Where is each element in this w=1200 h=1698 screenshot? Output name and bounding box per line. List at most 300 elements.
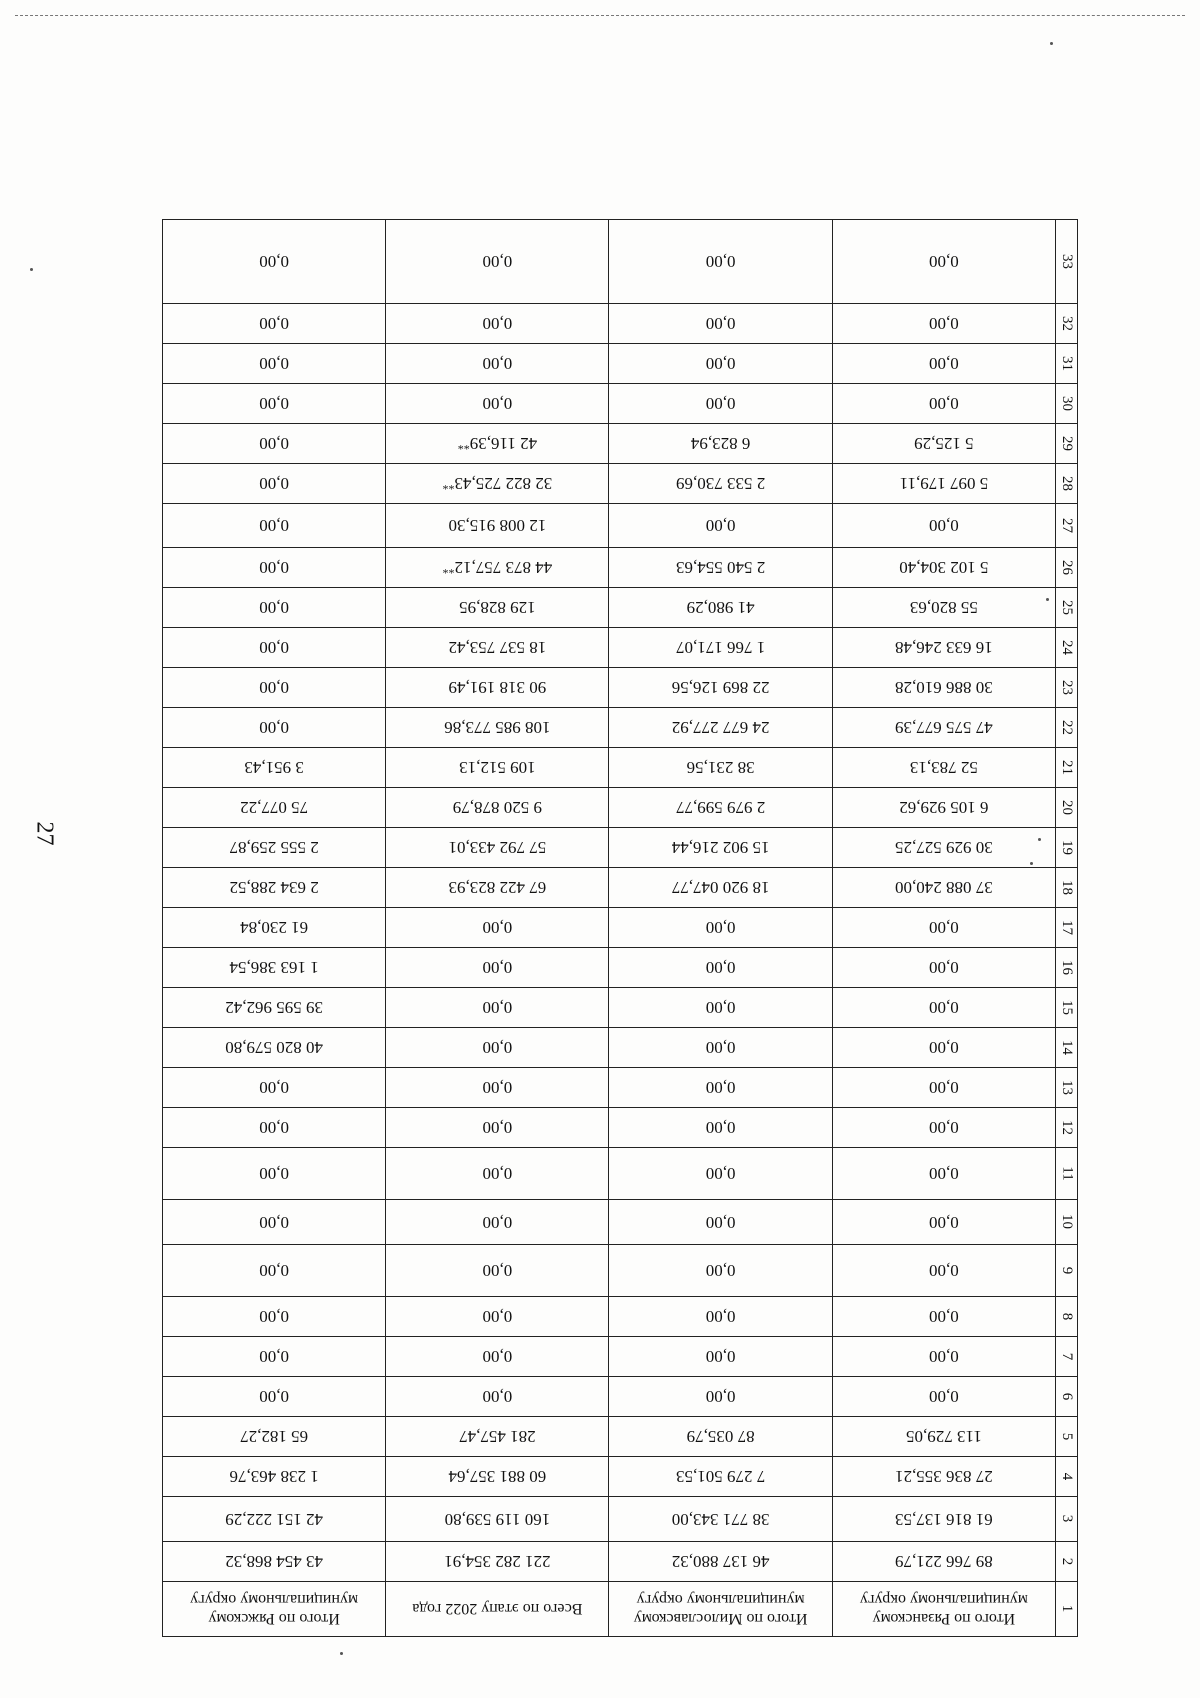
cell-value: 18 537 753,42 [448, 638, 547, 658]
table-row [163, 948, 1078, 988]
cell-value: 0,00 [929, 1038, 959, 1058]
table-cell [832, 908, 1055, 948]
row-number-label: 13 [1059, 1080, 1075, 1095]
table-row [163, 344, 1078, 384]
table-cell [832, 1108, 1055, 1148]
table-cell [163, 1497, 386, 1542]
footnote-mark: ** [442, 563, 455, 578]
cell-value: 0,00 [929, 394, 959, 414]
column-header-label: Итого по Ряжскому муниципальному округу [190, 1591, 359, 1627]
table-row [163, 988, 1078, 1028]
table-cell [163, 628, 386, 668]
row-number [1056, 1148, 1078, 1200]
row-number-label: 21 [1059, 760, 1075, 775]
table-cell [386, 424, 609, 464]
cell-value: 39 595 962,42 [225, 998, 323, 1018]
cell-value: 0,00 [929, 998, 959, 1018]
cell-value: 0,00 [259, 678, 289, 698]
table-row [163, 424, 1078, 464]
row-number-label: 4 [1059, 1472, 1075, 1481]
table-cell [609, 1377, 832, 1417]
table-cell [609, 908, 832, 948]
table-cell [832, 588, 1055, 628]
cell-value: 0,00 [705, 1261, 736, 1281]
scan-speck [1050, 42, 1053, 45]
table-cell [386, 748, 609, 788]
row-number-label: 5 [1059, 1432, 1075, 1441]
table-cell [832, 1200, 1055, 1245]
cell-value: 281 457,47 [459, 1427, 536, 1447]
table-cell [386, 1337, 609, 1377]
cell-value: 0,00 [259, 1213, 289, 1232]
table-cell [609, 1028, 832, 1068]
cell-value: 61 816 137,53 [895, 1510, 993, 1529]
table-cell [609, 748, 832, 788]
cell-value: 42 151 222,29 [225, 1510, 323, 1529]
table-cell [386, 304, 609, 344]
cell-value: 0,00 [929, 958, 959, 978]
table-cell [386, 628, 609, 668]
table-cell [609, 1542, 832, 1582]
row-number-label: 24 [1059, 640, 1075, 655]
table-row [163, 1200, 1078, 1245]
row-number [1056, 504, 1078, 548]
cell-value: 0,00 [482, 394, 513, 414]
table-cell [386, 1457, 609, 1497]
table-cell [163, 1068, 386, 1108]
table-cell [163, 384, 386, 424]
table-cell [832, 668, 1055, 708]
table-cell [609, 708, 832, 748]
cell-value: 18 920 047,77 [671, 878, 770, 898]
table-cell [163, 708, 386, 748]
table-cell [386, 828, 609, 868]
footnote-mark: ** [457, 439, 470, 454]
row-number [1056, 344, 1078, 384]
table-row [163, 1245, 1078, 1297]
cell-value: 0,00 [482, 1078, 513, 1098]
cell-value: 2 540 554,63 [676, 558, 766, 578]
table-cell [832, 344, 1055, 384]
table-row [163, 1148, 1078, 1200]
cell-value: 0,00 [259, 638, 289, 658]
row-number [1056, 1377, 1078, 1417]
row-number-label: 29 [1059, 436, 1075, 451]
row-number [1056, 384, 1078, 424]
table-row [163, 304, 1078, 344]
row-number-label: 1 [1059, 1605, 1075, 1613]
table-cell [832, 708, 1055, 748]
row-number [1056, 708, 1078, 748]
table-body [163, 220, 1078, 1637]
table-cell [609, 464, 832, 504]
cell-value: 0,00 [482, 1347, 513, 1367]
cell-value: 37 088 240,00 [895, 878, 993, 898]
row-number-label: 23 [1059, 680, 1075, 695]
cell-value: 0,00 [705, 1347, 736, 1367]
table-cell [163, 828, 386, 868]
column-header-cell [163, 1582, 386, 1637]
row-number [1056, 908, 1078, 948]
cell-value: 0,00 [482, 1118, 513, 1138]
row-number-label: 3 [1059, 1515, 1075, 1523]
scan-speck [30, 268, 33, 271]
cell-value: 67 422 823,93 [448, 878, 547, 898]
table-cell [386, 548, 609, 588]
table-cell [163, 908, 386, 948]
table-cell [163, 1245, 386, 1297]
row-number [1056, 588, 1078, 628]
table-cell [609, 828, 832, 868]
cell-value: 61 230,84 [240, 918, 309, 938]
cell-value: 109 512,13 [459, 758, 536, 778]
row-number-label: 7 [1059, 1352, 1075, 1361]
table-cell [832, 1297, 1055, 1337]
table-row [163, 1108, 1078, 1148]
scan-speck [1030, 862, 1033, 865]
table-row [163, 1337, 1078, 1377]
table-row [163, 828, 1078, 868]
table-cell [163, 1377, 386, 1417]
cell-value: 0,00 [259, 558, 289, 578]
table-cell [832, 1457, 1055, 1497]
scan-speck [340, 1652, 343, 1655]
cell-value: 9 520 878,79 [452, 798, 542, 818]
cell-value: 38 771 343,00 [671, 1510, 770, 1529]
table-cell [163, 1297, 386, 1337]
cell-value: 0,00 [705, 252, 736, 272]
cell-value: 0,00 [705, 354, 736, 374]
row-number [1056, 1582, 1078, 1637]
column-header-label: Всего по этапу 2022 года [412, 1600, 583, 1618]
row-number [1056, 628, 1078, 668]
table-row [163, 588, 1078, 628]
column-header-cell [386, 1582, 609, 1637]
cell-value: 40 820 579,80 [225, 1038, 323, 1058]
table-cell [609, 220, 832, 304]
cell-value: 12 008 915,30 [448, 516, 547, 536]
row-number-label: 19 [1059, 840, 1075, 855]
row-number [1056, 304, 1078, 344]
column-header-cell [609, 1582, 832, 1637]
cell-value: 0,00 [705, 1038, 736, 1058]
table-cell [163, 1028, 386, 1068]
table-cell [386, 1297, 609, 1337]
table-cell [386, 1497, 609, 1542]
cell-value: 0,00 [259, 516, 289, 536]
row-number [1056, 1457, 1078, 1497]
table-cell [163, 464, 386, 504]
cell-value: 0,00 [482, 354, 513, 374]
cell-value: 0,00 [705, 1387, 736, 1407]
table-cell [832, 1068, 1055, 1108]
cell-value: 0,00 [259, 1118, 289, 1138]
table-cell [386, 1245, 609, 1297]
table-cell [163, 304, 386, 344]
table-cell [609, 1245, 832, 1297]
table-cell [832, 548, 1055, 588]
cell-value: 0,00 [929, 918, 959, 938]
table-cell [609, 304, 832, 344]
table-cell [609, 548, 832, 588]
cell-value: 221 282 354,91 [444, 1552, 551, 1572]
cell-value: 1 238 463,76 [229, 1467, 319, 1487]
cell-value: 2 533 730,69 [676, 474, 766, 494]
table-cell [609, 588, 832, 628]
cell-value: 0,00 [259, 1078, 289, 1098]
table-cell [609, 504, 832, 548]
cell-value: 0,00 [929, 1164, 959, 1184]
table-cell [163, 1148, 386, 1200]
cell-value: 0,00 [705, 1213, 736, 1232]
cell-value: 44 873 757,12 [454, 558, 553, 578]
table-cell [163, 1337, 386, 1377]
cell-value: 0,00 [705, 918, 736, 938]
cell-value: 0,00 [259, 1387, 289, 1407]
table-cell [386, 1377, 609, 1417]
table-cell [832, 988, 1055, 1028]
cell-value: 0,00 [259, 1261, 289, 1281]
cell-value: 0,00 [705, 1078, 736, 1098]
table-cell [163, 344, 386, 384]
table-cell [386, 868, 609, 908]
row-number-label: 25 [1059, 600, 1075, 615]
cell-value: 55 820,63 [909, 598, 978, 618]
cell-value: 0,00 [259, 1164, 289, 1184]
cell-value: 15 902 216,44 [671, 838, 770, 858]
cell-value: 89 766 221,79 [895, 1552, 993, 1572]
cell-value: 0,00 [705, 1118, 736, 1138]
cell-value: 38 231,56 [686, 758, 755, 778]
row-number [1056, 1028, 1078, 1068]
row-number [1056, 868, 1078, 908]
table-cell [832, 1417, 1055, 1457]
table-cell [832, 868, 1055, 908]
cell-value: 7 279 501,53 [676, 1467, 766, 1487]
row-number-label: 32 [1059, 316, 1075, 331]
scan-speck [1038, 838, 1041, 841]
row-number-label: 28 [1059, 476, 1075, 491]
cell-value: 0,00 [705, 998, 736, 1018]
table-cell [832, 748, 1055, 788]
table-cell [163, 788, 386, 828]
table-row [163, 384, 1078, 424]
table-row [163, 668, 1078, 708]
table-cell [609, 868, 832, 908]
row-number [1056, 548, 1078, 588]
row-number [1056, 828, 1078, 868]
table-row [163, 708, 1078, 748]
cell-value: 0,00 [929, 1213, 959, 1232]
table-row [163, 1497, 1078, 1542]
table-cell [163, 988, 386, 1028]
footnote-mark: ** [442, 479, 455, 494]
cell-value: 30 929 527,25 [895, 838, 993, 858]
table-cell [163, 220, 386, 304]
table-cell [386, 948, 609, 988]
table-cell [609, 1200, 832, 1245]
row-number [1056, 948, 1078, 988]
table-cell [832, 464, 1055, 504]
cell-value: 43 454 868,32 [225, 1552, 323, 1572]
row-number-label: 16 [1059, 960, 1075, 975]
table-cell [163, 424, 386, 464]
cell-value: 46 137 880,32 [671, 1552, 770, 1572]
cell-value: 5 125,29 [914, 434, 974, 454]
table-cell [386, 1108, 609, 1148]
row-number [1056, 1068, 1078, 1108]
column-header-label: Итого по Милославскому муниципальному округу [633, 1591, 808, 1627]
table-row [163, 748, 1078, 788]
cell-value: 42 116,39 [469, 434, 538, 454]
row-number-label: 17 [1059, 920, 1075, 935]
table-row [163, 1068, 1078, 1108]
table-cell [609, 424, 832, 464]
table-cell [832, 1542, 1055, 1582]
table-cell [609, 1337, 832, 1377]
table-cell [832, 1028, 1055, 1068]
cell-value: 47 575 677,39 [895, 718, 993, 738]
row-number [1056, 788, 1078, 828]
row-number [1056, 1542, 1078, 1582]
table-cell [386, 220, 609, 304]
cell-value: 0,00 [259, 394, 289, 414]
table-cell [163, 588, 386, 628]
table-cell [386, 1200, 609, 1245]
cell-value: 90 318 191,49 [448, 678, 547, 698]
cell-value: 0,00 [482, 1038, 513, 1058]
cell-value: 57 792 433,01 [448, 838, 547, 858]
cell-value: 22 869 126,56 [671, 678, 770, 698]
table-cell [609, 1497, 832, 1542]
table-cell [609, 1417, 832, 1457]
row-number [1056, 1497, 1078, 1542]
table-cell [386, 1148, 609, 1200]
table-cell [832, 788, 1055, 828]
cell-value: 0,00 [705, 958, 736, 978]
table-cell [386, 1028, 609, 1068]
table-cell [832, 948, 1055, 988]
cell-value: 0,00 [259, 1307, 289, 1327]
cell-value: 2 555 259,87 [229, 838, 319, 858]
row-number-label: 18 [1059, 880, 1075, 895]
table-cell [832, 504, 1055, 548]
row-number [1056, 1108, 1078, 1148]
table-cell [386, 464, 609, 504]
table-cell [832, 1497, 1055, 1542]
cell-value: 52 783,13 [909, 758, 978, 778]
table-row [163, 1028, 1078, 1068]
table-row [163, 548, 1078, 588]
cell-value: 3 951,43 [244, 758, 304, 778]
cell-value: 41 980,29 [686, 598, 755, 618]
row-number-label: 10 [1059, 1214, 1075, 1230]
cell-value: 5 102 304,40 [899, 558, 989, 578]
table-cell [609, 628, 832, 668]
table-row [163, 1542, 1078, 1582]
column-header-cell [832, 1582, 1055, 1637]
cell-value: 0,00 [482, 1307, 513, 1327]
cell-value: 0,00 [929, 354, 959, 374]
cell-value: 0,00 [482, 1213, 513, 1232]
cell-value: 108 985 773,86 [444, 718, 551, 738]
table-cell [386, 1068, 609, 1108]
row-number-label: 14 [1059, 1040, 1075, 1055]
row-number [1056, 220, 1078, 304]
cell-value: 27 836 355,21 [895, 1467, 993, 1487]
cell-value: 24 677 277,92 [671, 718, 770, 738]
cell-value: 0,00 [482, 1164, 513, 1184]
table-row [163, 220, 1078, 304]
row-number-label: 22 [1059, 720, 1075, 735]
cell-value: 0,00 [482, 918, 513, 938]
table-cell [163, 1108, 386, 1148]
cell-value: 75 077,22 [240, 798, 309, 818]
cell-value: 0,00 [482, 998, 513, 1018]
cell-value: 0,00 [259, 434, 289, 454]
row-number-label: 8 [1059, 1312, 1075, 1321]
district-totals-table [162, 219, 1078, 1637]
table-cell [386, 384, 609, 424]
cell-value: 0,00 [929, 1078, 959, 1098]
scan-speck [1046, 598, 1049, 601]
table-cell [163, 748, 386, 788]
table-cell [609, 344, 832, 384]
cell-value: 16 633 246,48 [895, 638, 993, 658]
cell-value: 0,00 [705, 1164, 736, 1184]
table-cell [609, 988, 832, 1028]
cell-value: 1 766 171,07 [676, 638, 766, 658]
cell-value: 6 105 929,62 [899, 798, 989, 818]
cell-value: 0,00 [929, 314, 959, 334]
table-cell [163, 504, 386, 548]
cell-value: 0,00 [259, 1347, 289, 1367]
table-cell [386, 344, 609, 384]
table-cell [832, 828, 1055, 868]
row-number [1056, 464, 1078, 504]
row-number-label: 6 [1059, 1392, 1075, 1401]
row-number-label: 2 [1059, 1557, 1075, 1566]
cell-value: 0,00 [259, 252, 289, 272]
cell-value: 2 634 288,52 [229, 878, 319, 898]
row-number [1056, 424, 1078, 464]
cell-value: 1 163 386,54 [229, 958, 319, 978]
table-row [163, 1417, 1078, 1457]
table-row [163, 1457, 1078, 1497]
table-cell [609, 1068, 832, 1108]
table-cell [609, 1108, 832, 1148]
cell-value: 0,00 [929, 1387, 959, 1407]
table-row [163, 464, 1078, 504]
table-cell [163, 1417, 386, 1457]
row-number-label: 11 [1059, 1166, 1076, 1181]
cell-value: 0,00 [705, 314, 736, 334]
table-row [163, 908, 1078, 948]
cell-value: 0,00 [929, 1118, 959, 1138]
table-cell [386, 708, 609, 748]
cell-value: 0,00 [259, 718, 289, 738]
row-number-label: 20 [1059, 800, 1075, 815]
row-number-label: 31 [1059, 356, 1075, 371]
table-cell [163, 868, 386, 908]
row-number-label: 12 [1059, 1120, 1075, 1135]
table-row [163, 1582, 1078, 1637]
cell-value: 2 979 599,77 [676, 798, 766, 818]
table-cell [832, 220, 1055, 304]
row-number [1056, 748, 1078, 788]
table-cell [163, 548, 386, 588]
cell-value: 32 822 725,43 [454, 474, 553, 494]
